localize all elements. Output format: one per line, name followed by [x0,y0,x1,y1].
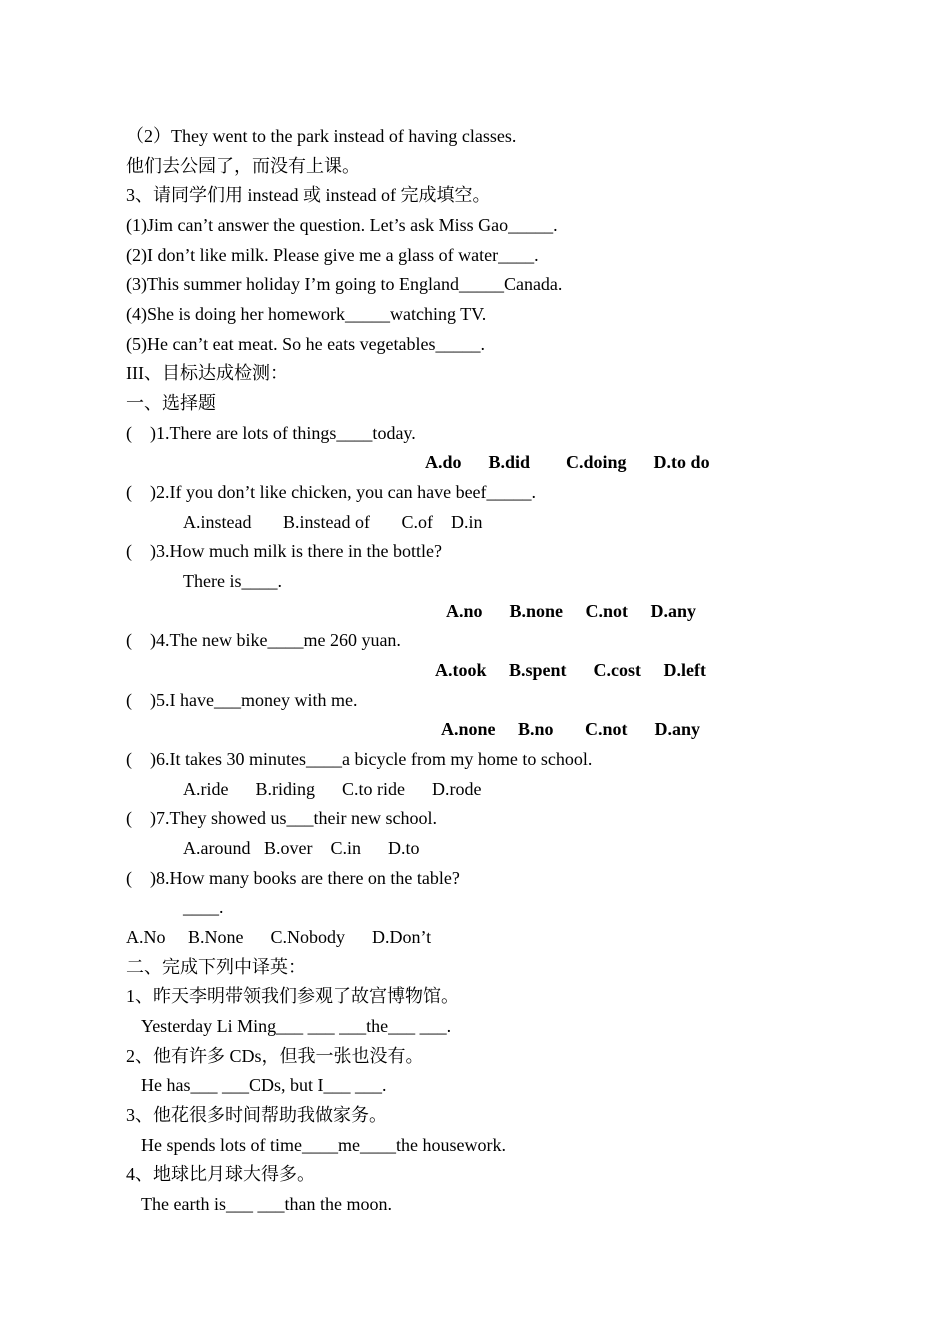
text-line: 他们去公园了，而没有上课。 [126,156,360,176]
text-line: 4、地球比月球大得多。 [126,1164,315,1184]
text-line: ( )5.I have___money with me. [126,690,358,710]
text-line: (2)I don’t like milk. Please give me a glass of water____. [126,245,539,265]
text-line: A.none B.no C.not D.any [441,719,701,739]
text-line: 二、完成下列中译英： [126,957,306,977]
text-line: A.instead B.instead of C.of D.in [183,512,483,532]
text-line: ( )6.It takes 30 minutes____a bicycle from my home to school. [126,749,593,769]
text-line: Yesterday Li Ming___ ___ ___the___ ___. [141,1016,452,1036]
text-line: III、目标达成检测： [126,363,288,383]
text-line: （2）They went to the park instead of having classes. [126,126,517,146]
text-line: (1)Jim can’t answer the question. Let’s ask Miss Gao_____. [126,215,558,235]
text-line: ( )1.There are lots of things____today. [126,423,416,443]
text-line: ____. [183,897,224,917]
text-line: (5)He can’t eat meat. So he eats vegetables_____. [126,334,486,354]
text-line: 3、他花很多时间帮助我做家务。 [126,1105,387,1125]
text-line: ( )3.How much milk is there in the bottle? [126,541,442,561]
text-line: He has___ ___CDs, but I___ ___. [141,1075,387,1095]
text-line: A.around B.over C.in D.to [183,838,420,858]
text-line: There is____. [183,571,282,591]
text-line: A.took B.spent C.cost D.left [435,660,706,680]
text-line: (4)She is doing her homework_____watching TV. [126,304,487,324]
text-line: ( )4.The new bike____me 260 yuan. [126,630,401,650]
text-line: 2、他有许多 CDs，但我一张也没有。 [126,1046,424,1066]
text-line: 3、请同学们用 instead 或 instead of 完成填空。 [126,185,491,205]
text-line: 一、选择题 [126,393,216,413]
text-line: He spends lots of time____me____the housework. [141,1135,506,1155]
text-line: ( )8.How many books are there on the table? [126,868,460,888]
text-line: A.ride B.riding C.to ride D.rode [183,779,482,799]
text-line: The earth is___ ___than the moon. [141,1194,392,1214]
text-line: 1、昨天李明带领我们参观了故宫博物馆。 [126,986,459,1006]
text-line: A.do B.did C.doing D.to do [425,452,710,472]
text-line: A.No B.None C.Nobody D.Don’t [126,927,432,947]
text-line: ( )7.They showed us___their new school. [126,808,437,828]
text-line: ( )2.If you don’t like chicken, you can have beef_____. [126,482,537,502]
text-line: A.no B.none C.not D.any [446,601,697,621]
text-line: (3)This summer holiday I’m going to England_____Canada. [126,274,563,294]
